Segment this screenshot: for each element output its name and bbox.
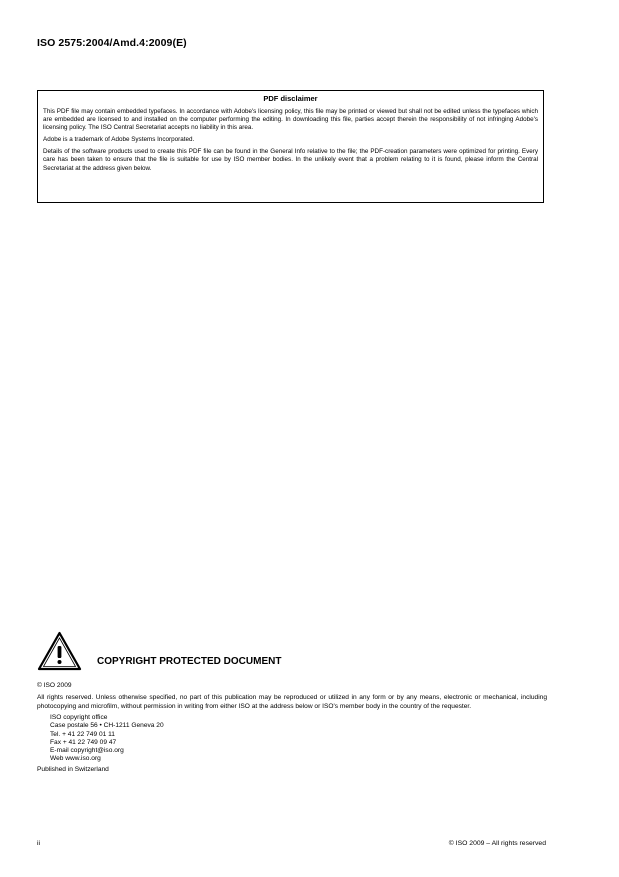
address-tel: Tel. + 41 22 749 01 11: [50, 730, 115, 738]
disclaimer-paragraph-trademark: Adobe is a trademark of Adobe Systems Incorporated.: [43, 136, 195, 144]
address-fax: Fax + 41 22 749 09 47: [50, 738, 117, 746]
document-identifier: ISO 2575:2004/Amd.4:2009(E): [37, 37, 187, 49]
page-number: ii: [37, 840, 41, 847]
pdf-disclaimer-box: [37, 90, 544, 203]
disclaimer-paragraph-software: Details of the software products used to create this PDF file can be found in the General Info relative to the file; the PDF-creation parameters were optimized for printing. Every care has been taken to ensure that the file is suitable for use by ISO member bodies. In the unlikely event that a problem relating to it is found, please inform the Central Secretariat at the address given below.: [43, 148, 538, 172]
address-web: Web www.iso.org: [50, 755, 101, 763]
copyright-rights-text: All rights reserved. Unless otherwise specified, no part of this publication may be reproduced or utilized in any form or by any means, electronic or mechanical, including photocopying and microfilm, without permission in writing from either ISO at the address below or ISO's member body in the country of the requester.: [37, 694, 547, 710]
address-email: E-mail copyright@iso.org: [50, 747, 124, 755]
address-office: ISO copyright office: [50, 714, 108, 722]
copyright-year: © ISO 2009: [37, 682, 72, 689]
footer-copyright: © ISO 2009 – All rights reserved: [448, 840, 546, 847]
disclaimer-paragraph-typefaces: This PDF file may contain embedded typefaces. In accordance with Adobe's licensing policy, this file may be printed or viewed but shall not be edited unless the typefaces which are embedded are licensed to and installed on the computer performing the editing. In downloading this file, parties accept therein the responsibility of not infringing Adobe's licensing policy. The ISO Central Secretariat accepts no liability in this area.: [43, 108, 538, 132]
disclaimer-title: PDF disclaimer: [263, 94, 318, 103]
copyright-protected-title: COPYRIGHT PROTECTED DOCUMENT: [97, 656, 282, 667]
published-location: Published in Switzerland: [37, 766, 109, 774]
iso-address-block: [50, 714, 547, 763]
address-postal: Case postale 56 • CH-1211 Geneva 20: [50, 722, 164, 730]
copyright-section: [37, 631, 547, 775]
warning-triangle-icon: [37, 631, 82, 671]
copyright-heading-row: [37, 631, 547, 673]
